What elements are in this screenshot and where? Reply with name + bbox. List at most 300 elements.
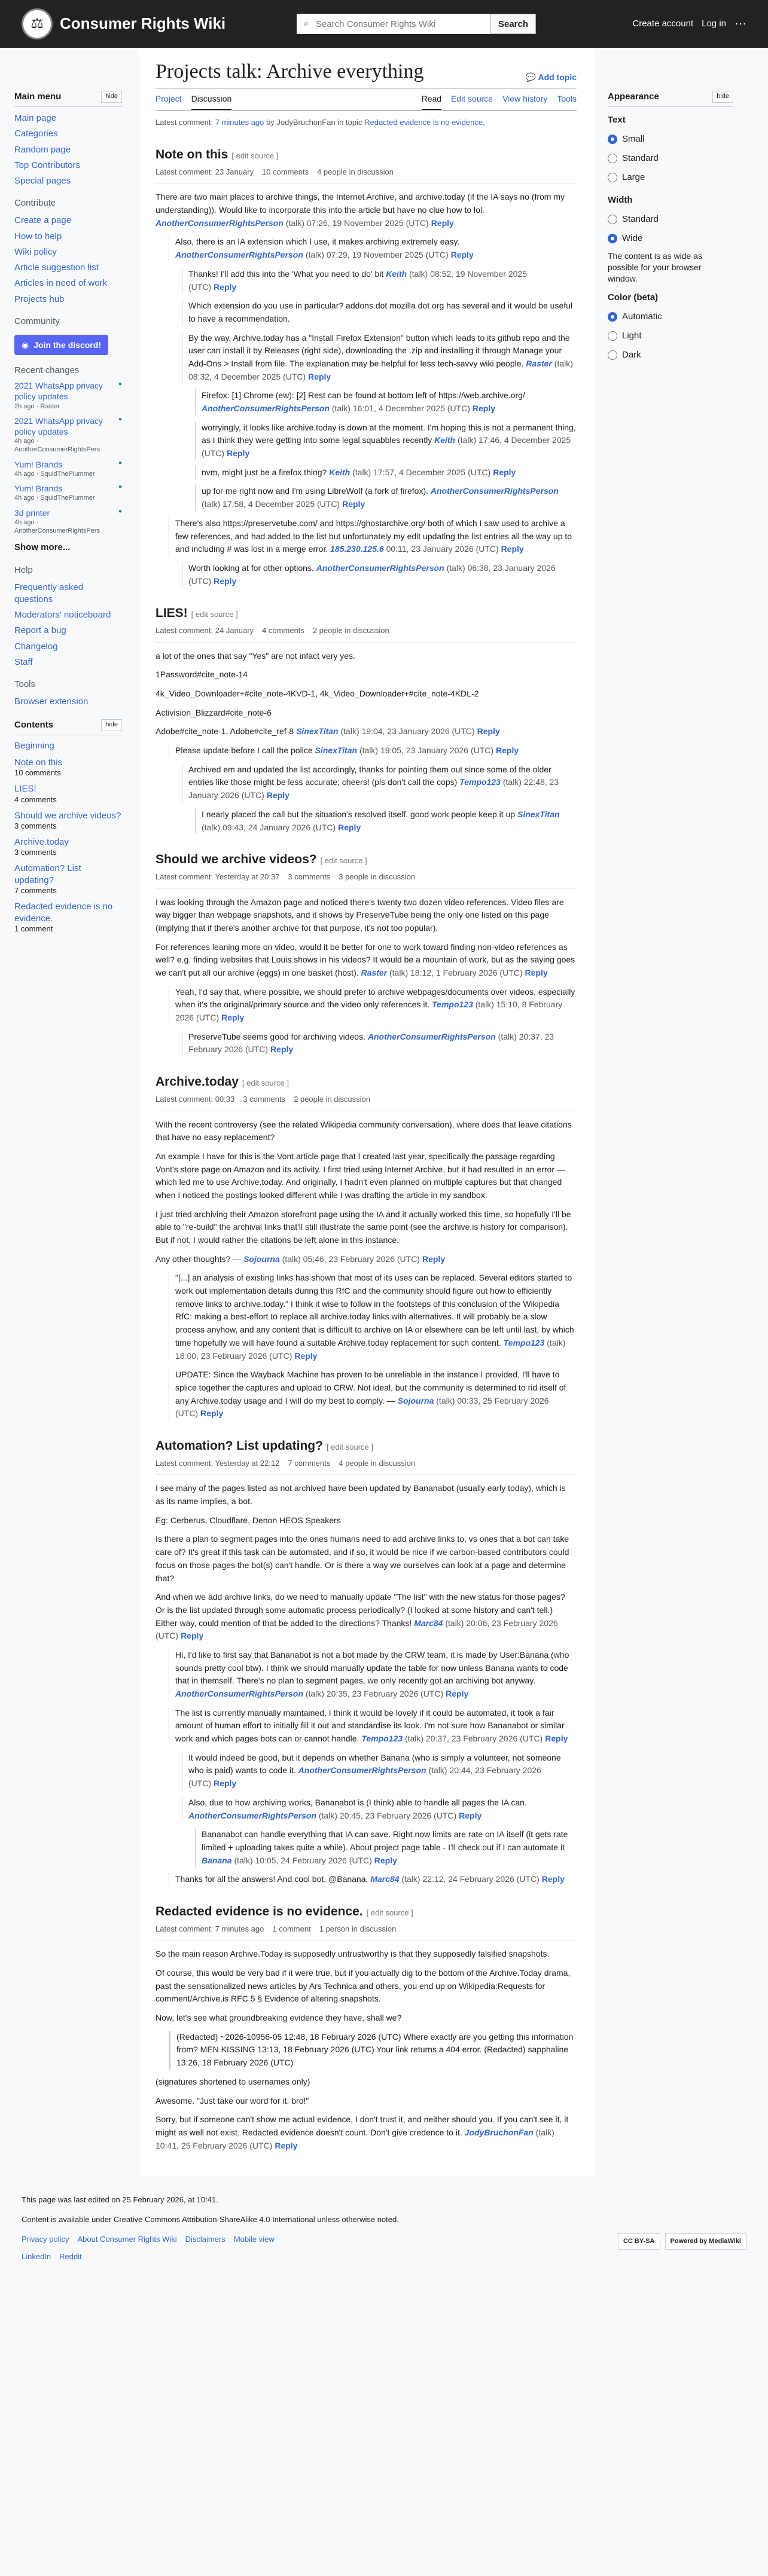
comment-text: For references leaning more on video, would it be better for one to work toward finding non-video references as well? e.g. finding websites that Louis shows in his videos? It would be a mountain of work, but as the saying goes we can't put all our archive (eggs) in one basket (host). xyxy=(156,942,575,978)
reply-button[interactable]: Reply xyxy=(431,218,454,228)
comment xyxy=(195,808,577,834)
comment-text: Any other thoughts? — xyxy=(156,1254,242,1264)
comment-text: Thanks! I'll add this into the 'What you need to do' bit xyxy=(188,268,384,279)
sidebar-item[interactable] xyxy=(14,623,122,638)
text-size-label: Standard xyxy=(622,153,659,163)
text-size-option[interactable] xyxy=(608,130,733,149)
comment-signature[interactable]: AnotherConsumerRightsPerson xyxy=(188,1810,316,1820)
width-option[interactable] xyxy=(608,229,733,248)
comment-signature[interactable]: Tempo123 xyxy=(361,1734,403,1744)
topic-meta xyxy=(156,1922,577,1941)
comment xyxy=(169,744,577,757)
reply-button[interactable]: Reply xyxy=(450,250,474,260)
text-size-options xyxy=(608,130,733,187)
title-row xyxy=(156,60,577,88)
sidebar-item[interactable] xyxy=(14,126,122,142)
footer-bottom xyxy=(22,2233,746,2268)
topic-meta xyxy=(156,1456,577,1475)
recent-change-item[interactable] xyxy=(14,483,122,502)
topic-title-text: Automation? List updating? xyxy=(156,1438,323,1453)
footer-badges xyxy=(618,2233,746,2250)
main-menu-title: Main menu xyxy=(14,91,62,102)
discord-label: Join the discord! xyxy=(33,340,102,350)
topic-title-text: Redacted evidence is no evidence. xyxy=(156,1904,363,1918)
recent-change-body xyxy=(14,380,118,411)
toc-link[interactable]: Should we archive videos? xyxy=(14,810,121,821)
reply-button[interactable]: Reply xyxy=(493,467,516,477)
comment xyxy=(156,1533,577,1585)
toc-count: 10 comments xyxy=(14,768,62,778)
sidebar-item[interactable] xyxy=(14,173,122,189)
comment-signature[interactable]: Raster xyxy=(526,358,552,368)
reply-button[interactable]: Reply xyxy=(227,448,250,459)
latest-when-link[interactable]: 7 minutes ago xyxy=(215,118,264,127)
text-size-label: Large xyxy=(622,172,645,182)
topic-meta-item: 4 comments xyxy=(262,625,304,635)
reply-button[interactable]: Reply xyxy=(525,968,548,978)
comment-text: Hi, I'd like to first say that Bananabot is not a bot made by the CRW team, it is made by User:Banana (who sounds pretty cool btw). I think we should manually update the table for now unless Banana wants to code that in themself. There's no plan to segment pages, we only recently got an archiving bot anyway. xyxy=(175,1649,569,1686)
edit-source-link[interactable]: [ edit source ] xyxy=(242,1078,289,1088)
comment xyxy=(182,1031,577,1056)
comment-signature[interactable]: AnotherConsumerRightsPerson xyxy=(298,1765,426,1776)
comment-timestamp: (talk) 15:10, 8 February 2026 (UTC) xyxy=(175,1000,563,1023)
toc-link[interactable]: LIES! xyxy=(14,784,36,795)
comment-signature[interactable]: SinexTitan xyxy=(315,745,358,756)
comment xyxy=(156,2095,577,2108)
comment xyxy=(182,268,577,294)
reply-button[interactable]: Reply xyxy=(342,499,365,509)
text-size-option[interactable] xyxy=(608,149,733,168)
comment-text: 1Password#cite_note-14 xyxy=(156,670,248,680)
reply-button[interactable]: Reply xyxy=(477,726,500,737)
footer-link[interactable]: Privacy policy xyxy=(22,2234,69,2244)
page-title: Projects talk: Archive everything xyxy=(156,60,424,82)
comment-signature[interactable]: Sojourna xyxy=(397,1395,434,1405)
topic-title xyxy=(156,1072,577,1092)
radio-button[interactable] xyxy=(608,154,617,163)
comment-text: PreserveTube seems good for archiving videos. xyxy=(188,1031,365,1041)
main-menu-item-link[interactable]: Categories xyxy=(14,129,58,139)
comment-signature[interactable]: AnotherConsumerRightsPerson xyxy=(175,250,303,260)
recent-change-meta: 4h ago · SquidThePlummer xyxy=(14,494,95,502)
recent-change-dot-icon: ● xyxy=(118,381,122,388)
add-topic-icon: 💬 xyxy=(525,72,538,82)
sidebar-item[interactable] xyxy=(14,229,122,245)
reply-button[interactable]: Reply xyxy=(181,1631,204,1641)
sidebar-item[interactable] xyxy=(14,292,122,307)
sidebar-item[interactable] xyxy=(14,655,122,670)
footer-link[interactable]: About Consumer Rights Wiki xyxy=(77,2234,177,2244)
discussion-topic xyxy=(156,1902,577,2152)
comment-text: Bananabot can handle everything that IA can save. Right now limits are rate on IA itself (it gets rate limited + uploading takes quite a while). About project page table - I'll check out if I can automate it xyxy=(202,1829,568,1852)
comment-timestamp: (talk) 20:45, 23 February 2026 (UTC) xyxy=(318,1810,457,1820)
comment-signature[interactable]: 185.230.125.6 xyxy=(330,544,384,554)
comment-signature[interactable]: Keith xyxy=(434,435,456,445)
comment-text: Also, due to how archiving works, Bananabot is (I think) able to handle all pages the IA can. xyxy=(188,1797,527,1807)
comment-timestamp: (talk) 22:12, 24 February 2026 (UTC) xyxy=(401,1874,540,1884)
footer-badge[interactable]: Powered by MediaWiki xyxy=(665,2233,747,2250)
comment-timestamp: (talk) 00:33, 25 February 2026 (UTC) xyxy=(175,1395,549,1419)
comment-timestamp: (talk) 16:01, 4 December 2025 (UTC) xyxy=(331,404,470,413)
comment-timestamp: (talk) 18:00, 23 February 2026 (UTC) xyxy=(175,1337,566,1361)
comment-signature[interactable]: Tempo123 xyxy=(432,1000,473,1010)
comment-signature[interactable]: Keith xyxy=(329,467,351,477)
recent-change-title[interactable]: Yum! Brands xyxy=(14,484,63,494)
tools-heading: Tools xyxy=(14,679,36,690)
recent-change-meta: 2h ago · Raster xyxy=(14,402,60,410)
search-box xyxy=(297,14,536,34)
toc-item[interactable] xyxy=(14,809,122,835)
search-input[interactable] xyxy=(316,19,490,29)
sidebar-item[interactable] xyxy=(14,213,122,228)
comment-text: worryingly, it looks like archive.today is down at the moment. I'm hoping this is not a permanent thing, as I think they were getting into some legal squabbles recently xyxy=(202,422,576,445)
tools-list xyxy=(14,694,122,710)
tab-namespace[interactable]: Project xyxy=(156,93,182,103)
comment-timestamp: (talk) 20:44, 23 February 2026 (UTC) xyxy=(188,1765,541,1789)
reply-button[interactable]: Reply xyxy=(308,371,331,381)
comment-text: With the recent controversy (see the related Wikipedia community conversation), where does that leave citations that have no easy replacement? xyxy=(156,1119,572,1142)
toc-item[interactable] xyxy=(14,835,122,861)
help-item-link[interactable]: Moderators' noticeboard xyxy=(14,610,111,621)
tools-item-link[interactable]: Browser extension xyxy=(14,696,89,707)
contribute-item-link[interactable]: Create a page xyxy=(14,215,72,226)
comment-signature[interactable]: Raster xyxy=(361,968,388,978)
radio-button[interactable] xyxy=(608,173,617,182)
comment-signature[interactable]: AnotherConsumerRightsPerson xyxy=(316,563,444,573)
comment-timestamp: (talk) 17:58, 4 December 2025 (UTC) xyxy=(202,499,340,509)
contribute-item-link[interactable]: Projects hub xyxy=(14,294,65,304)
edit-source-link[interactable]: [ edit source ] xyxy=(320,856,367,866)
edit-source-link[interactable]: [ edit source ] xyxy=(326,1442,373,1452)
comment xyxy=(169,1707,577,1746)
footer-social-link[interactable]: LinkedIn xyxy=(22,2251,51,2261)
edit-source-link[interactable]: [ edit source ] xyxy=(366,1908,413,1917)
help-heading: Help xyxy=(14,564,33,575)
topic-title-text: Archive.today xyxy=(156,1075,239,1089)
reply-button[interactable]: Reply xyxy=(270,1044,294,1055)
reply-button[interactable]: Reply xyxy=(496,745,519,756)
toc-link[interactable]: Redacted evidence is no evidence. xyxy=(14,902,113,924)
comment-signature[interactable]: AnotherConsumerRightsPerson xyxy=(202,404,330,413)
comment-text: It would indeed be good, but it depends on whether Banana (who is simply a volunteer, not someone who is paid) wants to code it. xyxy=(188,1752,561,1776)
color-options xyxy=(608,307,733,365)
user-links xyxy=(632,14,746,33)
edit-source-link[interactable]: [ edit source ] xyxy=(191,610,238,619)
toc-link[interactable]: Beginning xyxy=(14,741,54,751)
comment-signature[interactable]: Sojourna xyxy=(243,1254,280,1264)
reply-button[interactable]: Reply xyxy=(338,822,361,832)
search-icon: ⌕ xyxy=(303,19,309,29)
comment-signature[interactable]: Tempo123 xyxy=(459,777,501,787)
comment xyxy=(156,1967,577,2006)
comment xyxy=(156,687,577,701)
reply-button[interactable]: Reply xyxy=(541,1874,565,1884)
comment-timestamp: (talk) 20:35, 23 February 2026 (UTC) xyxy=(305,1689,444,1698)
comment-signature[interactable]: Banana xyxy=(202,1855,232,1865)
comment xyxy=(182,763,577,802)
comment-signature[interactable]: AnotherConsumerRightsPerson xyxy=(367,1031,496,1041)
toc-link[interactable]: Archive.today xyxy=(14,836,69,847)
help-item-link[interactable]: Report a bug xyxy=(14,625,66,636)
main-menu-item-link[interactable]: Random page xyxy=(14,144,71,155)
tab-view[interactable]: Read xyxy=(422,88,441,110)
main-content xyxy=(140,48,595,2176)
comment-text: (signatures shortened to usernames only) xyxy=(156,2076,310,2086)
contribute-item-link[interactable]: Wiki policy xyxy=(14,246,57,257)
topic-meta-item: 4 people in discussion xyxy=(339,1458,416,1468)
show-more-link[interactable]: Show more... xyxy=(14,542,71,552)
comment xyxy=(182,300,577,325)
comment xyxy=(195,1828,577,1867)
toc-item[interactable] xyxy=(14,900,122,938)
reply-button[interactable]: Reply xyxy=(374,1855,397,1865)
comment-text: UPDATE: Since the Wayback Machine has proven to be unreliable in the instance I provided, I'll have to splice together the captures and upload to CRW. Not ideal, but the community is determined to rid itself of any Archive.today usage and I will do my best to comply. — xyxy=(175,1370,566,1405)
community-heading: Community xyxy=(14,316,60,326)
reply-button[interactable]: Reply xyxy=(266,790,289,800)
recent-change-title[interactable]: 2021 WhatsApp privacy policy updates xyxy=(14,381,103,402)
discord-button[interactable] xyxy=(14,335,108,355)
recent-change-dot-icon: ● xyxy=(118,508,122,515)
comment-text: I was looking through the Amazon page and noticed there's twenty two dozen video references. Video files are way bigger than webpage snapshots, and it shows by PreserveTube being the only one listed on this page (implying that if there's another archive for that purpose, it's not too popular). xyxy=(156,897,564,933)
recent-change-item[interactable] xyxy=(14,508,122,536)
comment-timestamp: (talk) 22:48, 23 January 2026 (UTC) xyxy=(188,777,559,800)
comment xyxy=(156,1514,577,1527)
topic-meta-item: 3 comments xyxy=(288,872,331,881)
comment xyxy=(182,1752,577,1790)
comment-text: I just tried archiving their Amazon storefront page using the IA and it actually worked this time, so hopefully I'll be able to "re-build" the archival links that'll still illustrate the same point (see the archive.is history for comparison). But if not, I would rather the citations be left alone in this instance. xyxy=(156,1209,571,1245)
comment-signature[interactable]: SinexTitan xyxy=(296,726,339,737)
comment-signature[interactable]: SinexTitan xyxy=(517,809,560,819)
comment-signature[interactable]: Keith xyxy=(386,268,407,279)
contents-hide-button[interactable]: hide xyxy=(101,719,122,731)
recent-change-body xyxy=(14,483,95,502)
tab-namespace[interactable]: Discussion xyxy=(191,88,232,110)
namespace-tabs xyxy=(156,88,231,110)
reply-button[interactable]: Reply xyxy=(545,1734,568,1744)
radio-button[interactable] xyxy=(608,312,617,322)
comment xyxy=(156,2113,577,2152)
comment xyxy=(169,236,577,261)
sidebar-item[interactable] xyxy=(14,158,122,173)
comment xyxy=(156,1591,577,1643)
contribute-item-link[interactable]: Articles in need of work xyxy=(14,278,108,289)
site-logo[interactable] xyxy=(22,8,273,39)
reply-button[interactable]: Reply xyxy=(446,1689,469,1698)
comment-text: Is there a plan to segment pages into the ones humans need to add archive links to, vs ones that a bot can take care of? It's great if this task can be automated, and if so, it would be nice if we carbon-based contributors could focus on those pages the bot(s) can't handle. Or is there a way we ourselves can look at a page and determine that? xyxy=(156,1534,569,1583)
recent-change-title[interactable]: 2021 WhatsApp privacy policy updates xyxy=(14,415,103,436)
comment xyxy=(195,485,577,511)
color-option[interactable] xyxy=(608,326,733,346)
text-size-option[interactable] xyxy=(608,168,733,187)
toc-item[interactable] xyxy=(14,861,122,900)
help-item-link[interactable]: Staff xyxy=(14,656,33,667)
recent-change-dot-icon: ● xyxy=(118,484,122,491)
appearance-hide-button[interactable]: hide xyxy=(712,91,733,103)
comment-text: By the way, Archive.today has a "Install Firefox Extension" button which leads to its github repo and the user can install it by Releases (right side), downloading the .zip and installing it through Manage your Add-Ons > Install from file. The explanation may be helpful for less tech-savvy wiki people. xyxy=(188,332,570,368)
page-body xyxy=(0,48,768,2176)
comment-text: Worth looking at for other options. xyxy=(188,563,314,573)
footer-link[interactable]: Disclaimers xyxy=(185,2234,225,2244)
footer-links xyxy=(22,2233,275,2246)
reply-button[interactable]: Reply xyxy=(214,282,237,292)
radio-button[interactable] xyxy=(608,135,617,144)
reply-button[interactable]: Reply xyxy=(221,1013,245,1023)
topic-meta-item: 2 people in discussion xyxy=(294,1094,370,1104)
topic-meta-item: 7 comments xyxy=(288,1458,331,1468)
topic-title-text: Should we archive videos? xyxy=(156,852,317,867)
sidebar-item[interactable] xyxy=(14,580,122,608)
recent-changes-list xyxy=(14,380,122,535)
create-account-link[interactable]: Create account xyxy=(632,19,694,29)
comment-text: There's also https://preservetube.com/ and https://ghostarchive.org/ both of which I saw used to archive a few references, and had added to the list but unfortunately my edit updating the list entries all the way up to and including # was lost in a merge error. xyxy=(175,518,572,554)
discussion-topic xyxy=(156,603,577,834)
help-item-link[interactable]: Changelog xyxy=(14,641,58,652)
comment-text: Also, there is an IA extension which I use, it makes archiving extremely easy. xyxy=(175,237,460,247)
comment-timestamp: (talk) 08:32, 4 December 2025 (UTC) xyxy=(188,358,573,381)
comment-text: Of course, this would be very bad if it were true, but if you actually dig to the bottom of the Archive.Today drama, past the sensationalized news articles by Ars Technica and others, you end up on Wikipedia:Requests for comment/Archive.is RFC 5 § Evidence of altering snapshots. xyxy=(156,1968,571,2004)
reply-button[interactable]: Reply xyxy=(472,404,496,413)
sidebar-item[interactable] xyxy=(14,694,122,710)
tab-view[interactable]: Edit source xyxy=(451,93,493,103)
reply-button[interactable]: Reply xyxy=(200,1408,224,1419)
topic-meta-item: 2 people in discussion xyxy=(312,625,389,635)
comment-signature[interactable]: JodyBruchonFan xyxy=(464,2127,534,2137)
sidebar-item[interactable] xyxy=(14,260,122,276)
more-options-icon[interactable]: ⋯ xyxy=(735,17,746,30)
sidebar-item[interactable] xyxy=(14,607,122,623)
comment xyxy=(169,2031,577,2070)
contribute-item-link[interactable]: How to help xyxy=(14,231,62,242)
comment-text: The list is currently manually maintained, I think it would be lovely if it could be automated, it took a fair amount of human effort to initially fill it out and standardise its look. I'm not sure how Bananabot or similar work and which pages bots can or cannot handle. xyxy=(175,1707,565,1744)
topic-meta-item: Latest comment: Yesterday at 22:12 xyxy=(156,1458,280,1468)
sidebar-item[interactable] xyxy=(14,142,122,158)
comment xyxy=(169,1649,577,1701)
comment-timestamp: (talk) 17:46, 4 December 2025 (UTC) xyxy=(202,435,571,459)
comment-text: Awesome. "Just take our word for it, bro!" xyxy=(156,2095,309,2106)
topic-meta xyxy=(156,165,577,184)
reply-button[interactable]: Reply xyxy=(214,576,237,586)
recent-change-body xyxy=(14,459,95,478)
color-option[interactable] xyxy=(608,307,733,326)
recent-change-item[interactable] xyxy=(14,380,122,411)
comment-text: An example I have for this is the Vont article page that I created last year, specifically the passage regarding Vont's store page on Amazon and its activity. I first tried using Internet Archive, but it had resulted in an error — which led me to use Archive.today. And originally, I hadn't even planned on multiple captures but that changed when I noticed the postings looked different while I was drafting the article in my sandbox. xyxy=(156,1151,565,1200)
edit-source-link[interactable]: [ edit source ] xyxy=(231,151,279,160)
topic-title-text: Note on this xyxy=(156,147,228,161)
comment-timestamp: (talk) 19:04, 23 January 2026 (UTC) xyxy=(340,726,475,737)
sidebar-item[interactable] xyxy=(14,111,122,126)
recent-change-meta: 4h ago · AnotherConsumerRightsPers xyxy=(14,438,100,454)
main-menu-item-link[interactable]: Main page xyxy=(14,113,57,123)
toc-link[interactable]: Automation? List updating? xyxy=(14,863,81,885)
toc-link[interactable]: Note on this xyxy=(14,757,63,768)
discussion-topic xyxy=(156,850,577,1056)
reply-button[interactable]: Reply xyxy=(214,1779,237,1789)
log-in-link[interactable]: Log in xyxy=(702,19,726,29)
radio-button[interactable] xyxy=(608,331,617,341)
width-heading: Width xyxy=(608,195,633,205)
comment-text: There are two main places to archive things, the Internet Archive, and archive.today (if the IA says no (from my understanding)). Would like to incorporate this into the article but have no clue how to lol. xyxy=(156,192,565,215)
reply-button[interactable]: Reply xyxy=(459,1810,482,1820)
add-topic-button[interactable] xyxy=(526,71,577,84)
recent-change-body xyxy=(14,415,118,454)
recent-change-body xyxy=(14,508,118,536)
radio-button[interactable] xyxy=(608,215,617,224)
comment xyxy=(156,191,577,230)
recent-changes-heading: Recent changes xyxy=(14,365,80,376)
radio-button[interactable] xyxy=(608,350,617,360)
help-item-link[interactable]: Frequently asked questions xyxy=(14,582,84,604)
width-option[interactable] xyxy=(608,210,733,229)
comment-text: Thanks for all the answers! And cool bot, @Banana. xyxy=(175,1874,368,1884)
comment-signature[interactable]: Tempo123 xyxy=(503,1337,545,1347)
recent-change-title[interactable]: Yum! Brands xyxy=(14,459,63,469)
comment-timestamp: (talk) 10:41, 25 February 2026 (UTC) xyxy=(156,2127,554,2150)
comment-timestamp: 00:11, 23 January 2026 (UTC) xyxy=(386,544,499,554)
footer-link[interactable]: Mobile view xyxy=(233,2234,275,2244)
comment-timestamp: (talk) 17:57, 4 December 2025 (UTC) xyxy=(352,467,491,477)
color-option[interactable] xyxy=(608,346,733,365)
recent-change-title[interactable]: 3d printer xyxy=(14,508,50,518)
comment-signature[interactable]: AnotherConsumerRightsPerson xyxy=(156,218,284,228)
latest-prefix: Latest comment: xyxy=(156,118,214,127)
reply-button[interactable]: Reply xyxy=(275,2140,298,2150)
main-menu-item-link[interactable]: Top Contributors xyxy=(14,160,81,170)
contribute-list xyxy=(14,213,122,307)
contribute-item-link[interactable]: Article suggestion list xyxy=(14,262,99,273)
latest-by: by JodyBruchonFan in topic xyxy=(266,118,362,127)
comment-text: Sorry, but if someone can't show me actual evidence, I don't trust it, and neither should you. If you can't see it, it might as well not exist. Redacted evidence doesn't count. Don't give credence to it. xyxy=(156,2114,569,2137)
reply-button[interactable]: Reply xyxy=(501,544,524,554)
sidebar-item[interactable] xyxy=(14,639,122,655)
sidebar-item[interactable] xyxy=(14,245,122,260)
comment-signature[interactable]: AnotherConsumerRightsPerson xyxy=(175,1689,303,1698)
comment-text: Which extension do you use in particular? addons dot mozilla dot org has several and it would be useful to have a recommendation. xyxy=(188,301,573,323)
comment-timestamp: (talk) 08:52, 19 November 2025 (UTC) xyxy=(188,268,527,292)
search-button[interactable]: Search xyxy=(490,14,536,34)
reply-button[interactable]: Reply xyxy=(422,1254,446,1264)
radio-button[interactable] xyxy=(608,234,617,243)
toc-item[interactable] xyxy=(14,739,122,756)
recent-change-item[interactable] xyxy=(14,415,122,454)
main-menu-hide-button[interactable]: hide xyxy=(101,91,122,103)
main-menu-item-link[interactable]: Special pages xyxy=(14,176,71,186)
toc-count: 3 comments xyxy=(14,821,57,831)
sidebar-item[interactable] xyxy=(14,276,122,291)
toc-item[interactable] xyxy=(14,782,122,808)
topic-meta xyxy=(156,624,577,643)
latest-topic-link[interactable]: Redacted evidence is no evidence. xyxy=(364,118,485,127)
comment xyxy=(156,2012,577,2025)
tab-view[interactable]: View history xyxy=(502,93,548,103)
comment-signature[interactable]: Marc84 xyxy=(370,1874,400,1884)
comment-text: Eg: Cerberus, Cloudflare, Denon HEOS Speakers xyxy=(156,1515,341,1525)
toc-item[interactable] xyxy=(14,756,122,782)
add-topic-label: Add topic xyxy=(538,72,577,82)
comment xyxy=(195,421,577,460)
comment-signature[interactable]: Marc84 xyxy=(414,1618,443,1628)
recent-change-item[interactable] xyxy=(14,459,122,478)
width-note: The content is as wide as possible for your browser window. xyxy=(608,251,702,283)
toc-count: 1 comment xyxy=(14,924,53,934)
text-size-label: Small xyxy=(622,134,645,144)
tab-view[interactable]: Tools xyxy=(557,93,577,103)
footer-social-link[interactable]: Reddit xyxy=(59,2251,82,2261)
comment xyxy=(195,389,577,415)
footer-badge[interactable]: CC BY-SA xyxy=(618,2233,660,2250)
reply-button[interactable]: Reply xyxy=(294,1350,318,1361)
topic-meta xyxy=(156,870,577,889)
comment-signature[interactable]: AnotherConsumerRightsPerson xyxy=(430,486,559,496)
